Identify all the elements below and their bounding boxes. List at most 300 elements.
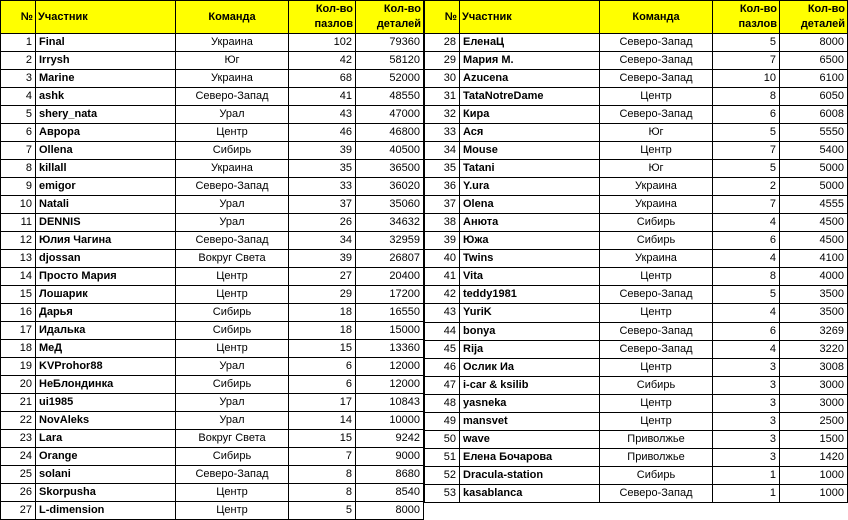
- cell-details[interactable]: 1500: [780, 430, 848, 448]
- cell-details[interactable]: 4000: [780, 268, 848, 286]
- cell-team[interactable]: Северо-Запад: [600, 484, 713, 502]
- table-row[interactable]: [1, 394, 424, 412]
- cell-details[interactable]: 12000: [356, 358, 424, 376]
- cell-team[interactable]: Урал: [176, 196, 289, 214]
- cell-name[interactable]: Mouse: [460, 142, 600, 160]
- cell-num[interactable]: 21: [1, 394, 36, 412]
- cell-details[interactable]: 34632: [356, 214, 424, 232]
- cell-team[interactable]: Сибирь: [600, 214, 713, 232]
- cell-team[interactable]: Центр: [176, 502, 289, 520]
- cell-team[interactable]: Украина: [176, 34, 289, 52]
- cell-name[interactable]: Y.ura: [460, 178, 600, 196]
- header-team-right[interactable]: Команда: [600, 1, 713, 34]
- cell-details[interactable]: 35060: [356, 196, 424, 214]
- cell-team[interactable]: Северо-Запад: [600, 34, 713, 52]
- cell-name[interactable]: Мария М.: [460, 52, 600, 70]
- cell-num[interactable]: 19: [1, 358, 36, 376]
- table-row[interactable]: [1, 52, 424, 70]
- cell-team[interactable]: Украина: [600, 178, 713, 196]
- cell-details[interactable]: 3269: [780, 322, 848, 340]
- cell-details[interactable]: 9242: [356, 430, 424, 448]
- cell-team[interactable]: Сибирь: [600, 466, 713, 484]
- cell-team[interactable]: Урал: [176, 394, 289, 412]
- cell-num[interactable]: 45: [425, 340, 460, 358]
- cell-name[interactable]: Lara: [36, 430, 176, 448]
- cell-details[interactable]: 3000: [780, 394, 848, 412]
- cell-team[interactable]: Приволжье: [600, 430, 713, 448]
- cell-details[interactable]: 8540: [356, 484, 424, 502]
- cell-puzzles[interactable]: 18: [289, 304, 356, 322]
- cell-num[interactable]: 40: [425, 250, 460, 268]
- cell-num[interactable]: 31: [425, 88, 460, 106]
- cell-num[interactable]: 33: [425, 124, 460, 142]
- cell-details[interactable]: 6050: [780, 88, 848, 106]
- cell-puzzles[interactable]: 7: [713, 142, 780, 160]
- cell-name[interactable]: НеБлондинка: [36, 376, 176, 394]
- cell-num[interactable]: 17: [1, 322, 36, 340]
- cell-name[interactable]: Irrysh: [36, 52, 176, 70]
- table-row[interactable]: [425, 484, 848, 502]
- cell-details[interactable]: 46800: [356, 124, 424, 142]
- cell-team[interactable]: Украина: [176, 70, 289, 88]
- header-details-right[interactable]: Кол-во деталей: [780, 1, 848, 34]
- cell-num[interactable]: 28: [425, 34, 460, 52]
- cell-details[interactable]: 3008: [780, 358, 848, 376]
- cell-team[interactable]: Центр: [176, 286, 289, 304]
- cell-name[interactable]: KVProhor88: [36, 358, 176, 376]
- cell-details[interactable]: 17200: [356, 286, 424, 304]
- cell-num[interactable]: 46: [425, 358, 460, 376]
- cell-team[interactable]: Центр: [176, 340, 289, 358]
- cell-team[interactable]: Северо-Запад: [600, 322, 713, 340]
- cell-name[interactable]: Елена Бочарова: [460, 448, 600, 466]
- table-row[interactable]: [425, 394, 848, 412]
- table-row[interactable]: [1, 376, 424, 394]
- table-row[interactable]: [1, 286, 424, 304]
- cell-num[interactable]: 23: [1, 430, 36, 448]
- cell-num[interactable]: 26: [1, 484, 36, 502]
- cell-num[interactable]: 52: [425, 466, 460, 484]
- cell-puzzles[interactable]: 4: [713, 340, 780, 358]
- table-row[interactable]: [1, 322, 424, 340]
- cell-details[interactable]: 4100: [780, 250, 848, 268]
- cell-num[interactable]: 6: [1, 124, 36, 142]
- cell-name[interactable]: yasneka: [460, 394, 600, 412]
- cell-name[interactable]: Rija: [460, 340, 600, 358]
- table-row[interactable]: [425, 70, 848, 88]
- cell-puzzles[interactable]: 27: [289, 268, 356, 286]
- header-name-left[interactable]: Участник: [36, 1, 176, 34]
- cell-name[interactable]: DENNIS: [36, 214, 176, 232]
- cell-details[interactable]: 40500: [356, 142, 424, 160]
- cell-details[interactable]: 3000: [780, 376, 848, 394]
- cell-num[interactable]: 15: [1, 286, 36, 304]
- cell-name[interactable]: ui1985: [36, 394, 176, 412]
- cell-num[interactable]: 25: [1, 466, 36, 484]
- table-row[interactable]: [1, 160, 424, 178]
- table-row[interactable]: [425, 214, 848, 232]
- cell-name[interactable]: djossan: [36, 250, 176, 268]
- cell-num[interactable]: 53: [425, 484, 460, 502]
- cell-team[interactable]: Северо-Запад: [600, 106, 713, 124]
- cell-team[interactable]: Северо-Запад: [176, 232, 289, 250]
- table-row[interactable]: [425, 268, 848, 286]
- cell-details[interactable]: 8680: [356, 466, 424, 484]
- cell-name[interactable]: Ollena: [36, 142, 176, 160]
- cell-details[interactable]: 4500: [780, 232, 848, 250]
- cell-details[interactable]: 32959: [356, 232, 424, 250]
- cell-puzzles[interactable]: 15: [289, 340, 356, 358]
- table-row[interactable]: [1, 88, 424, 106]
- cell-name[interactable]: Final: [36, 34, 176, 52]
- cell-puzzles[interactable]: 3: [713, 430, 780, 448]
- cell-team[interactable]: Центр: [176, 268, 289, 286]
- cell-team[interactable]: Сибирь: [176, 142, 289, 160]
- cell-num[interactable]: 36: [425, 178, 460, 196]
- cell-details[interactable]: 5400: [780, 142, 848, 160]
- cell-team[interactable]: Сибирь: [600, 232, 713, 250]
- cell-name[interactable]: Vita: [460, 268, 600, 286]
- table-row[interactable]: [1, 196, 424, 214]
- cell-team[interactable]: Северо-Запад: [176, 178, 289, 196]
- cell-num[interactable]: 20: [1, 376, 36, 394]
- cell-puzzles[interactable]: 29: [289, 286, 356, 304]
- cell-puzzles[interactable]: 2: [713, 178, 780, 196]
- table-row[interactable]: [425, 106, 848, 124]
- cell-team[interactable]: Северо-Запад: [600, 286, 713, 304]
- cell-num[interactable]: 5: [1, 106, 36, 124]
- cell-team[interactable]: Урал: [176, 214, 289, 232]
- cell-name[interactable]: Анюта: [460, 214, 600, 232]
- cell-name[interactable]: Dracula-station: [460, 466, 600, 484]
- cell-name[interactable]: Orange: [36, 448, 176, 466]
- cell-team[interactable]: Урал: [176, 412, 289, 430]
- table-row[interactable]: [425, 322, 848, 340]
- cell-puzzles[interactable]: 26: [289, 214, 356, 232]
- cell-team[interactable]: Юг: [600, 124, 713, 142]
- cell-team[interactable]: Урал: [176, 106, 289, 124]
- cell-puzzles[interactable]: 5: [289, 502, 356, 520]
- cell-details[interactable]: 10000: [356, 412, 424, 430]
- table-row[interactable]: [1, 358, 424, 376]
- table-row[interactable]: [1, 232, 424, 250]
- cell-details[interactable]: 9000: [356, 448, 424, 466]
- cell-num[interactable]: 18: [1, 340, 36, 358]
- cell-puzzles[interactable]: 4: [713, 214, 780, 232]
- cell-puzzles[interactable]: 6: [713, 322, 780, 340]
- cell-team[interactable]: Вокруг Света: [176, 250, 289, 268]
- table-row[interactable]: [425, 124, 848, 142]
- cell-num[interactable]: 22: [1, 412, 36, 430]
- cell-name[interactable]: ЕленаЦ: [460, 34, 600, 52]
- cell-team[interactable]: Приволжье: [600, 448, 713, 466]
- cell-team[interactable]: Северо-Запад: [600, 70, 713, 88]
- table-row[interactable]: [1, 484, 424, 502]
- cell-puzzles[interactable]: 39: [289, 250, 356, 268]
- table-row[interactable]: [425, 142, 848, 160]
- cell-num[interactable]: 3: [1, 70, 36, 88]
- cell-num[interactable]: 41: [425, 268, 460, 286]
- cell-puzzles[interactable]: 42: [289, 52, 356, 70]
- header-team-left[interactable]: Команда: [176, 1, 289, 34]
- table-row[interactable]: [425, 52, 848, 70]
- cell-team[interactable]: Юг: [600, 160, 713, 178]
- table-row[interactable]: [1, 178, 424, 196]
- table-row[interactable]: [1, 268, 424, 286]
- cell-name[interactable]: teddy1981: [460, 286, 600, 304]
- cell-details[interactable]: 16550: [356, 304, 424, 322]
- header-num-right[interactable]: №: [425, 1, 460, 34]
- cell-num[interactable]: 37: [425, 196, 460, 214]
- table-row[interactable]: [425, 412, 848, 430]
- cell-team[interactable]: Украина: [600, 196, 713, 214]
- cell-team[interactable]: Украина: [176, 160, 289, 178]
- cell-puzzles[interactable]: 7: [713, 196, 780, 214]
- cell-puzzles[interactable]: 7: [713, 52, 780, 70]
- table-row[interactable]: [425, 178, 848, 196]
- cell-num[interactable]: 49: [425, 412, 460, 430]
- table-row[interactable]: [1, 340, 424, 358]
- table-row[interactable]: [425, 466, 848, 484]
- cell-team[interactable]: Центр: [600, 358, 713, 376]
- cell-num[interactable]: 38: [425, 214, 460, 232]
- cell-name[interactable]: Просто Мария: [36, 268, 176, 286]
- cell-num[interactable]: 29: [425, 52, 460, 70]
- cell-puzzles[interactable]: 37: [289, 196, 356, 214]
- cell-team[interactable]: Сибирь: [176, 448, 289, 466]
- table-row[interactable]: [1, 466, 424, 484]
- table-row[interactable]: [1, 34, 424, 52]
- cell-puzzles[interactable]: 5: [713, 286, 780, 304]
- cell-team[interactable]: Урал: [176, 358, 289, 376]
- cell-num[interactable]: 44: [425, 322, 460, 340]
- cell-puzzles[interactable]: 46: [289, 124, 356, 142]
- cell-name[interactable]: Marine: [36, 70, 176, 88]
- cell-puzzles[interactable]: 14: [289, 412, 356, 430]
- cell-puzzles[interactable]: 41: [289, 88, 356, 106]
- table-row[interactable]: [1, 412, 424, 430]
- cell-details[interactable]: 26807: [356, 250, 424, 268]
- empty-cell[interactable]: [425, 502, 460, 520]
- table-row[interactable]: [425, 250, 848, 268]
- cell-num[interactable]: 12: [1, 232, 36, 250]
- cell-name[interactable]: Azucena: [460, 70, 600, 88]
- cell-name[interactable]: Лошарик: [36, 286, 176, 304]
- cell-team[interactable]: Вокруг Света: [176, 430, 289, 448]
- cell-puzzles[interactable]: 1: [713, 466, 780, 484]
- cell-name[interactable]: solani: [36, 466, 176, 484]
- empty-cell[interactable]: [460, 502, 600, 520]
- cell-num[interactable]: 39: [425, 232, 460, 250]
- cell-puzzles[interactable]: 18: [289, 322, 356, 340]
- table-row[interactable]: [425, 196, 848, 214]
- table-row[interactable]: [425, 430, 848, 448]
- cell-details[interactable]: 6100: [780, 70, 848, 88]
- cell-puzzles[interactable]: 6: [289, 376, 356, 394]
- cell-details[interactable]: 47000: [356, 106, 424, 124]
- cell-team[interactable]: Сибирь: [600, 376, 713, 394]
- cell-name[interactable]: Идалька: [36, 322, 176, 340]
- empty-cell[interactable]: [780, 502, 848, 520]
- header-name-right[interactable]: Участник: [460, 1, 600, 34]
- cell-team[interactable]: Сибирь: [176, 376, 289, 394]
- cell-team[interactable]: Украина: [600, 250, 713, 268]
- cell-details[interactable]: 1000: [780, 484, 848, 502]
- cell-details[interactable]: 3220: [780, 340, 848, 358]
- cell-details[interactable]: 79360: [356, 34, 424, 52]
- header-details-left[interactable]: Кол-во деталей: [356, 1, 424, 34]
- cell-team[interactable]: Центр: [176, 484, 289, 502]
- table-row[interactable]: [1, 502, 424, 520]
- cell-puzzles[interactable]: 35: [289, 160, 356, 178]
- cell-name[interactable]: shery_nata: [36, 106, 176, 124]
- cell-puzzles[interactable]: 4: [713, 304, 780, 322]
- cell-details[interactable]: 36020: [356, 178, 424, 196]
- cell-puzzles[interactable]: 6: [713, 232, 780, 250]
- cell-team[interactable]: Сибирь: [176, 304, 289, 322]
- cell-puzzles[interactable]: 17: [289, 394, 356, 412]
- cell-team[interactable]: Северо-Запад: [600, 52, 713, 70]
- cell-num[interactable]: 4: [1, 88, 36, 106]
- cell-num[interactable]: 14: [1, 268, 36, 286]
- table-row[interactable]: [1, 448, 424, 466]
- table-row[interactable]: [425, 160, 848, 178]
- table-row[interactable]: [1, 70, 424, 88]
- cell-num[interactable]: 42: [425, 286, 460, 304]
- cell-name[interactable]: Olena: [460, 196, 600, 214]
- cell-puzzles[interactable]: 10: [713, 70, 780, 88]
- cell-name[interactable]: Twins: [460, 250, 600, 268]
- cell-team[interactable]: Северо-Запад: [176, 88, 289, 106]
- cell-details[interactable]: 4500: [780, 214, 848, 232]
- empty-row[interactable]: [425, 502, 848, 520]
- header-num-left[interactable]: №: [1, 1, 36, 34]
- cell-team[interactable]: Центр: [600, 394, 713, 412]
- cell-num[interactable]: 11: [1, 214, 36, 232]
- cell-team[interactable]: Северо-Запад: [176, 466, 289, 484]
- table-row[interactable]: [425, 340, 848, 358]
- table-row[interactable]: [1, 106, 424, 124]
- cell-name[interactable]: i-car & ksilib: [460, 376, 600, 394]
- cell-num[interactable]: 1: [1, 34, 36, 52]
- table-row[interactable]: [425, 34, 848, 52]
- cell-puzzles[interactable]: 3: [713, 358, 780, 376]
- header-puzzles-left[interactable]: Кол-во пазлов: [289, 1, 356, 34]
- cell-puzzles[interactable]: 43: [289, 106, 356, 124]
- cell-num[interactable]: 34: [425, 142, 460, 160]
- cell-puzzles[interactable]: 3: [713, 376, 780, 394]
- cell-team[interactable]: Центр: [600, 304, 713, 322]
- cell-name[interactable]: kasablanca: [460, 484, 600, 502]
- cell-num[interactable]: 50: [425, 430, 460, 448]
- cell-team[interactable]: Сибирь: [176, 322, 289, 340]
- cell-num[interactable]: 24: [1, 448, 36, 466]
- cell-team[interactable]: Центр: [600, 268, 713, 286]
- table-row[interactable]: [425, 304, 848, 322]
- cell-name[interactable]: МеД: [36, 340, 176, 358]
- cell-details[interactable]: 8000: [356, 502, 424, 520]
- cell-details[interactable]: 2500: [780, 412, 848, 430]
- cell-num[interactable]: 13: [1, 250, 36, 268]
- cell-name[interactable]: Ася: [460, 124, 600, 142]
- cell-details[interactable]: 20400: [356, 268, 424, 286]
- cell-puzzles[interactable]: 8: [289, 484, 356, 502]
- cell-name[interactable]: Дарья: [36, 304, 176, 322]
- cell-puzzles[interactable]: 3: [713, 448, 780, 466]
- cell-num[interactable]: 7: [1, 142, 36, 160]
- cell-name[interactable]: mansvet: [460, 412, 600, 430]
- table-row[interactable]: [425, 448, 848, 466]
- cell-num[interactable]: 35: [425, 160, 460, 178]
- cell-puzzles[interactable]: 1: [713, 484, 780, 502]
- cell-name[interactable]: Юлия Чагина: [36, 232, 176, 250]
- cell-details[interactable]: 3500: [780, 286, 848, 304]
- cell-puzzles[interactable]: 68: [289, 70, 356, 88]
- cell-details[interactable]: 15000: [356, 322, 424, 340]
- cell-name[interactable]: ashk: [36, 88, 176, 106]
- table-row[interactable]: [425, 88, 848, 106]
- cell-puzzles[interactable]: 33: [289, 178, 356, 196]
- cell-details[interactable]: 5000: [780, 160, 848, 178]
- cell-num[interactable]: 2: [1, 52, 36, 70]
- cell-name[interactable]: Южа: [460, 232, 600, 250]
- cell-name[interactable]: Tatani: [460, 160, 600, 178]
- cell-puzzles[interactable]: 3: [713, 394, 780, 412]
- cell-team[interactable]: Центр: [176, 124, 289, 142]
- cell-num[interactable]: 10: [1, 196, 36, 214]
- cell-details[interactable]: 6500: [780, 52, 848, 70]
- empty-cell[interactable]: [713, 502, 780, 520]
- cell-puzzles[interactable]: 15: [289, 430, 356, 448]
- cell-puzzles[interactable]: 6: [289, 358, 356, 376]
- cell-puzzles[interactable]: 39: [289, 142, 356, 160]
- table-row[interactable]: [1, 214, 424, 232]
- cell-puzzles[interactable]: 8: [713, 88, 780, 106]
- cell-details[interactable]: 5000: [780, 178, 848, 196]
- cell-details[interactable]: 3500: [780, 304, 848, 322]
- cell-team[interactable]: Центр: [600, 412, 713, 430]
- table-row[interactable]: [1, 430, 424, 448]
- cell-name[interactable]: wave: [460, 430, 600, 448]
- cell-name[interactable]: Кира: [460, 106, 600, 124]
- cell-details[interactable]: 48550: [356, 88, 424, 106]
- cell-num[interactable]: 8: [1, 160, 36, 178]
- cell-details[interactable]: 1420: [780, 448, 848, 466]
- cell-details[interactable]: 4555: [780, 196, 848, 214]
- cell-puzzles[interactable]: 3: [713, 412, 780, 430]
- cell-name[interactable]: bonya: [460, 322, 600, 340]
- table-row[interactable]: [1, 142, 424, 160]
- cell-num[interactable]: 48: [425, 394, 460, 412]
- cell-puzzles[interactable]: 8: [289, 466, 356, 484]
- table-row[interactable]: [1, 250, 424, 268]
- cell-puzzles[interactable]: 5: [713, 124, 780, 142]
- cell-puzzles[interactable]: 102: [289, 34, 356, 52]
- cell-name[interactable]: killall: [36, 160, 176, 178]
- cell-name[interactable]: NovAleks: [36, 412, 176, 430]
- cell-name[interactable]: L-dimension: [36, 502, 176, 520]
- cell-team[interactable]: Юг: [176, 52, 289, 70]
- cell-num[interactable]: 16: [1, 304, 36, 322]
- cell-puzzles[interactable]: 5: [713, 160, 780, 178]
- cell-name[interactable]: YuriK: [460, 304, 600, 322]
- cell-name[interactable]: Аврора: [36, 124, 176, 142]
- table-row[interactable]: [425, 358, 848, 376]
- cell-team[interactable]: Центр: [600, 142, 713, 160]
- cell-puzzles[interactable]: 5: [713, 34, 780, 52]
- cell-name[interactable]: emigor: [36, 178, 176, 196]
- cell-puzzles[interactable]: 4: [713, 250, 780, 268]
